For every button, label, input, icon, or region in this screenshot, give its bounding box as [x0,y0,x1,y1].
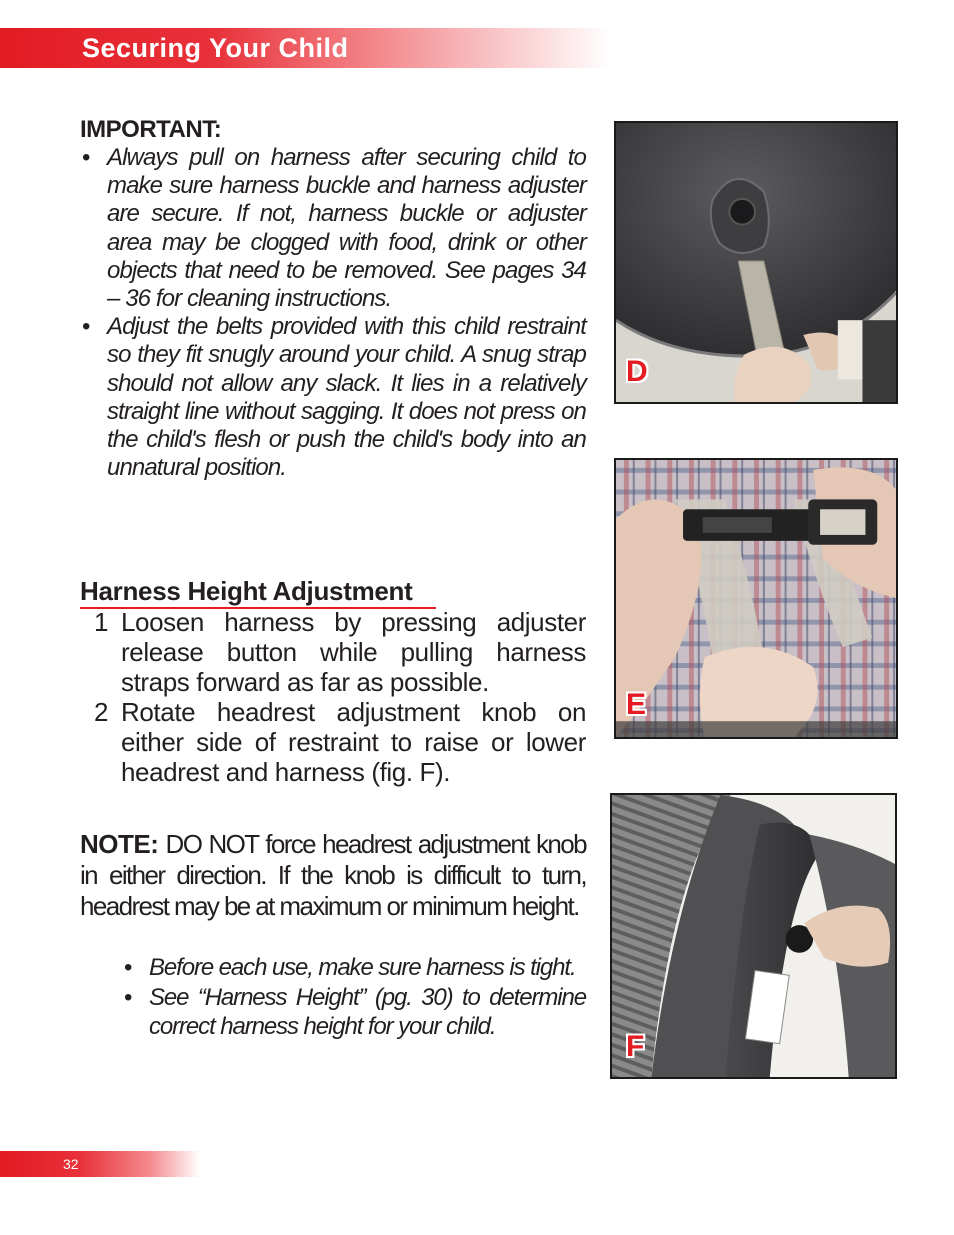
figure-f-label: F [626,1030,645,1063]
note-bullet-1-text: Before each use, make sure harness is tight. [149,954,576,981]
note-label: NOTE: [80,829,159,859]
page-number: 32 [63,1156,79,1172]
bullet-icon: • [124,983,132,1011]
figure-e-illustration [616,460,896,737]
step-2-text: Rotate headrest adjustment knob on either side of restraint to raise or lower headrest and harness (fig. F). [121,697,586,787]
page-title: Securing Your Child [82,33,349,63]
step-1-text: Loosen harness by pressing adjuster release button while pulling harness straps forward as far as possible. [121,607,586,697]
note-text: DO NOT force headrest adjustment knob in either direction. If the knob is difficult to turn, headrest may be at maximum or minimum height. [80,829,586,921]
figure-d-illustration [616,123,896,402]
figure-f-photo [610,793,897,1079]
important-bullet-1-text: Always pull on harness after securing child to make sure harness buckle and harness adjuster are secure. If not, harness buckle or adjuster area may be clogged with food, drink or other objects that need to be removed. See pages 34 – 36 for cleaning instructions. [107,144,586,313]
step-2 [80,697,586,787]
step-2-number: 2 [94,697,109,727]
section-title: Harness Height Adjustment [80,576,413,606]
figure-e-photo [614,458,898,739]
bullet-icon: • [124,954,132,981]
important-bullet-2 [80,313,586,482]
important-heading: IMPORTANT: [80,116,222,143]
important-bullet-1 [80,144,586,313]
step-1-number: 1 [94,607,109,637]
steps-list [80,607,586,787]
figure-e-label: E [626,688,647,721]
important-bullet-2-text: Adjust the belts provided with this child restraint so they fit snugly around your child. A snug strap should not allow any slack. It lies in a relatively straight line without sagging. It does not press on the child's flesh or push the child's body into an unnatural position. [107,313,586,482]
note-paragraph [80,829,586,922]
note-bullets [122,953,586,1042]
bullet-icon: • [82,144,90,171]
note-bullet-2 [122,983,586,1042]
figure-d-photo [614,121,898,404]
footer-bar [0,1151,200,1177]
note-bullet-1 [122,953,586,983]
figure-d-label: D [626,355,648,388]
step-1 [80,607,586,697]
bullet-icon: • [82,313,90,341]
figure-f-illustration [612,795,895,1077]
important-list [80,144,586,482]
note-bullet-2-text: See “Harness Height” (pg. 30) to determine correct harness height for your child. [149,983,586,1040]
